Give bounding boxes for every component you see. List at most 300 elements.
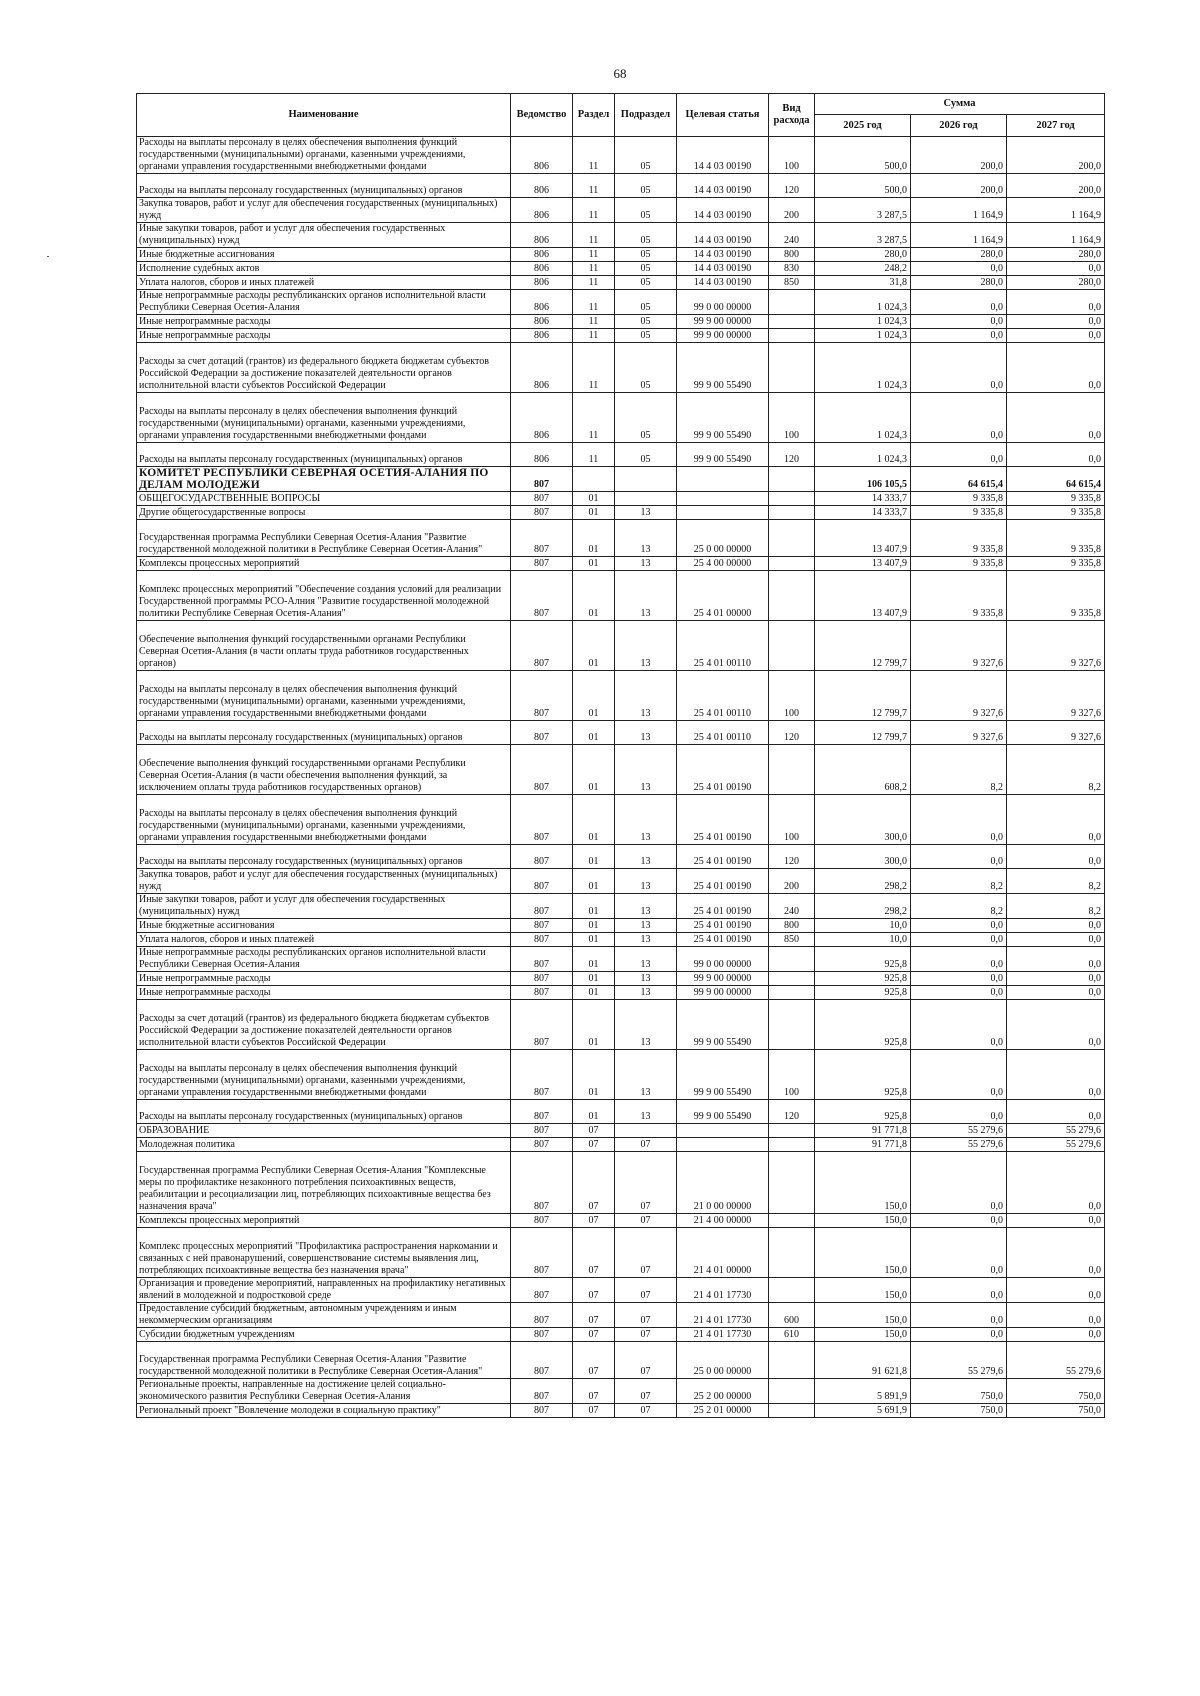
row-expense-type: 850 [769, 933, 815, 947]
row-section: 11 [573, 262, 615, 276]
row-amount-2026: 0,0 [911, 290, 1007, 315]
row-department: 806 [511, 343, 573, 393]
row-section: 07 [573, 1138, 615, 1152]
row-amount-2025: 12 799,7 [815, 721, 911, 745]
row-department: 806 [511, 174, 573, 198]
row-amount-2027: 0,0 [1007, 919, 1105, 933]
row-name: Закупка товаров, работ и услуг для обеспечения государственных (муниципальных) нужд [137, 869, 511, 894]
row-target-article: 25 4 00 00000 [677, 557, 769, 571]
table-row [137, 919, 1105, 933]
row-amount-2026: 200,0 [911, 137, 1007, 174]
row-target-article: 25 4 01 00190 [677, 869, 769, 894]
row-amount-2027: 0,0 [1007, 1228, 1105, 1278]
row-amount-2026: 9 327,6 [911, 621, 1007, 671]
row-target-article [677, 492, 769, 506]
row-amount-2027: 0,0 [1007, 1328, 1105, 1342]
row-section: 11 [573, 174, 615, 198]
row-name: Региональные проекты, направленные на достижение целей социально-экономического развития Республики Северная Осетия-Алания [137, 1379, 511, 1404]
row-expense-type: 800 [769, 919, 815, 933]
row-section: 01 [573, 571, 615, 621]
row-expense-type: 200 [769, 198, 815, 223]
row-subsection: 13 [615, 721, 677, 745]
row-amount-2026: 8,2 [911, 894, 1007, 919]
row-target-article: 25 4 01 00000 [677, 571, 769, 621]
row-amount-2025: 10,0 [815, 933, 911, 947]
row-section: 01 [573, 919, 615, 933]
row-amount-2025: 925,8 [815, 986, 911, 1000]
row-expense-type [769, 986, 815, 1000]
row-name: Расходы на выплаты персоналу государственных (муниципальных) органов [137, 443, 511, 467]
row-amount-2026: 750,0 [911, 1379, 1007, 1404]
table-row [137, 986, 1105, 1000]
row-subsection: 13 [615, 557, 677, 571]
row-section: 11 [573, 329, 615, 343]
row-section: 01 [573, 795, 615, 845]
row-section: 07 [573, 1379, 615, 1404]
row-amount-2027: 55 279,6 [1007, 1124, 1105, 1138]
row-department: 807 [511, 972, 573, 986]
row-amount-2027: 0,0 [1007, 262, 1105, 276]
row-name: Государственная программа Республики Северная Осетия-Алания "Развитие государственной молодежной политики в Республике Северная Осетия-Алания" [137, 520, 511, 557]
table-row [137, 1138, 1105, 1152]
table-body [137, 137, 1105, 1418]
row-amount-2027: 0,0 [1007, 1214, 1105, 1228]
row-target-article: 25 4 01 00190 [677, 894, 769, 919]
row-amount-2026: 55 279,6 [911, 1138, 1007, 1152]
table-row [137, 443, 1105, 467]
row-name: Расходы на выплаты персоналу в целях обеспечения выполнения функций государственными (муниципальными) органами, казенными учреждениями, органами управления государственными внебюджетными фондами [137, 795, 511, 845]
row-subsection: 13 [615, 1050, 677, 1100]
row-section: 07 [573, 1404, 615, 1418]
row-amount-2025: 925,8 [815, 947, 911, 972]
row-amount-2027: 0,0 [1007, 315, 1105, 329]
row-amount-2025: 5 891,9 [815, 1379, 911, 1404]
row-target-article: 99 9 00 00000 [677, 329, 769, 343]
row-expense-type: 120 [769, 174, 815, 198]
row-department: 807 [511, 1228, 573, 1278]
row-name: Расходы на выплаты персоналу государственных (муниципальных) органов [137, 174, 511, 198]
row-department: 807 [511, 1138, 573, 1152]
header-subsection: Подраздел [615, 94, 677, 137]
row-name: КОМИТЕТ РЕСПУБЛИКИ СЕВЕРНАЯ ОСЕТИЯ-АЛАНИЯ ПО ДЕЛАМ МОЛОДЕЖИ [137, 467, 511, 492]
row-name: Уплата налогов, сборов и иных платежей [137, 933, 511, 947]
table-row [137, 329, 1105, 343]
row-amount-2027: 750,0 [1007, 1404, 1105, 1418]
row-section: 01 [573, 972, 615, 986]
row-amount-2025: 925,8 [815, 1100, 911, 1124]
row-section: 01 [573, 845, 615, 869]
row-department: 806 [511, 248, 573, 262]
row-amount-2027: 1 164,9 [1007, 198, 1105, 223]
row-target-article: 14 4 03 00190 [677, 198, 769, 223]
row-amount-2026: 8,2 [911, 745, 1007, 795]
row-amount-2026: 0,0 [911, 262, 1007, 276]
row-amount-2026: 0,0 [911, 1152, 1007, 1214]
row-subsection: 13 [615, 571, 677, 621]
row-amount-2025: 13 407,9 [815, 571, 911, 621]
row-subsection: 13 [615, 894, 677, 919]
row-subsection: 05 [615, 290, 677, 315]
row-section: 01 [573, 1000, 615, 1050]
row-expense-type [769, 621, 815, 671]
table-row [137, 894, 1105, 919]
row-department: 807 [511, 571, 573, 621]
row-expense-type [769, 315, 815, 329]
row-expense-type: 120 [769, 845, 815, 869]
row-department: 807 [511, 671, 573, 721]
row-subsection: 05 [615, 223, 677, 248]
table-row [137, 571, 1105, 621]
row-name: Предоставление субсидий бюджетным, автономным учреждениям и иным некоммерческим организациям [137, 1303, 511, 1328]
row-amount-2026: 9 335,8 [911, 557, 1007, 571]
row-name: Обеспечение выполнения функций государственными органами Республики Северная Осетия-Алания (в части обеспечения выполнения функций, за исключением оплаты труда работников государственных органов) [137, 745, 511, 795]
row-name: Комплексы процессных мероприятий [137, 557, 511, 571]
row-expense-type: 120 [769, 721, 815, 745]
row-section: 01 [573, 621, 615, 671]
row-name: Расходы на выплаты персоналу в целях обеспечения выполнения функций государственными (муниципальными) органами, казенными учреждениями, органами управления государственными внебюджетными фондами [137, 671, 511, 721]
row-amount-2025: 1 024,3 [815, 329, 911, 343]
row-name: Комплексы процессных мероприятий [137, 1214, 511, 1228]
row-amount-2026: 0,0 [911, 1328, 1007, 1342]
row-amount-2027: 9 335,8 [1007, 492, 1105, 506]
table-row [137, 745, 1105, 795]
row-target-article: 99 9 00 55490 [677, 1100, 769, 1124]
row-subsection: 13 [615, 845, 677, 869]
row-department: 807 [511, 506, 573, 520]
row-expense-type: 100 [769, 795, 815, 845]
table-row [137, 174, 1105, 198]
table-row [137, 198, 1105, 223]
row-section: 01 [573, 1100, 615, 1124]
row-name: Расходы на выплаты персоналу государственных (муниципальных) органов [137, 721, 511, 745]
row-name: Обеспечение выполнения функций государственными органами Республики Северная Осетия-Алания (в части оплаты труда работников государственных органов) [137, 621, 511, 671]
row-subsection: 05 [615, 198, 677, 223]
row-amount-2027: 9 335,8 [1007, 557, 1105, 571]
row-amount-2025: 106 105,5 [815, 467, 911, 492]
row-amount-2027: 55 279,6 [1007, 1342, 1105, 1379]
row-name: Комплекс процессных мероприятий "Профилактика распространения наркомании и связанных с ней правонарушений, совершенствование системы выявления лиц, потребляющих психоактивные вещества без назначения врача" [137, 1228, 511, 1278]
row-section: 01 [573, 671, 615, 721]
row-subsection: 13 [615, 506, 677, 520]
row-department: 806 [511, 329, 573, 343]
header-target-article: Целевая статья [677, 94, 769, 137]
row-section: 11 [573, 276, 615, 290]
row-amount-2026: 1 164,9 [911, 223, 1007, 248]
table-row [137, 290, 1105, 315]
row-amount-2027: 8,2 [1007, 745, 1105, 795]
row-amount-2025: 925,8 [815, 972, 911, 986]
header-expense-type: Вид расхода [769, 94, 815, 137]
row-amount-2025: 13 407,9 [815, 557, 911, 571]
row-amount-2025: 91 621,8 [815, 1342, 911, 1379]
row-target-article: 14 4 03 00190 [677, 276, 769, 290]
row-expense-type: 830 [769, 262, 815, 276]
row-expense-type [769, 290, 815, 315]
row-amount-2027: 0,0 [1007, 1050, 1105, 1100]
row-amount-2025: 3 287,5 [815, 198, 911, 223]
row-target-article: 21 4 01 00000 [677, 1228, 769, 1278]
row-subsection [615, 1124, 677, 1138]
row-expense-type: 610 [769, 1328, 815, 1342]
row-subsection: 13 [615, 919, 677, 933]
row-target-article: 14 4 03 00190 [677, 137, 769, 174]
row-amount-2026: 0,0 [911, 1303, 1007, 1328]
row-section: 07 [573, 1303, 615, 1328]
row-amount-2026: 1 164,9 [911, 198, 1007, 223]
row-expense-type [769, 1152, 815, 1214]
row-expense-type [769, 947, 815, 972]
row-target-article: 99 9 00 55490 [677, 443, 769, 467]
row-amount-2026: 9 335,8 [911, 506, 1007, 520]
row-amount-2025: 150,0 [815, 1228, 911, 1278]
row-expense-type: 240 [769, 894, 815, 919]
row-subsection: 05 [615, 315, 677, 329]
row-expense-type [769, 1000, 815, 1050]
row-department: 807 [511, 1342, 573, 1379]
row-amount-2026: 0,0 [911, 919, 1007, 933]
row-department: 807 [511, 1000, 573, 1050]
row-amount-2027: 280,0 [1007, 248, 1105, 262]
row-section: 07 [573, 1124, 615, 1138]
row-subsection: 13 [615, 621, 677, 671]
row-name: Расходы на выплаты персоналу в целях обеспечения выполнения функций государственными (муниципальными) органами, казенными учреждениями, органами управления государственными внебюджетными фондами [137, 137, 511, 174]
row-amount-2025: 12 799,7 [815, 671, 911, 721]
row-amount-2027: 55 279,6 [1007, 1138, 1105, 1152]
row-amount-2026: 0,0 [911, 1000, 1007, 1050]
row-section: 11 [573, 443, 615, 467]
table-row [137, 393, 1105, 443]
table-row [137, 1278, 1105, 1303]
row-amount-2025: 91 771,8 [815, 1124, 911, 1138]
header-department: Ведомство [511, 94, 573, 137]
row-expense-type: 100 [769, 393, 815, 443]
row-subsection: 13 [615, 972, 677, 986]
row-section: 11 [573, 198, 615, 223]
row-target-article: 99 0 00 00000 [677, 290, 769, 315]
row-subsection: 05 [615, 343, 677, 393]
row-amount-2025: 14 333,7 [815, 492, 911, 506]
row-department: 807 [511, 1214, 573, 1228]
row-amount-2025: 300,0 [815, 845, 911, 869]
row-expense-type: 200 [769, 869, 815, 894]
row-name: Иные непрограммные расходы [137, 972, 511, 986]
row-department: 807 [511, 520, 573, 557]
row-target-article [677, 1138, 769, 1152]
row-subsection: 13 [615, 795, 677, 845]
row-expense-type [769, 467, 815, 492]
table-row [137, 1379, 1105, 1404]
row-amount-2025: 150,0 [815, 1152, 911, 1214]
row-subsection: 13 [615, 1000, 677, 1050]
row-department: 806 [511, 198, 573, 223]
row-subsection: 05 [615, 329, 677, 343]
row-name: ОБРАЗОВАНИЕ [137, 1124, 511, 1138]
table-header [137, 94, 1105, 137]
row-expense-type [769, 1124, 815, 1138]
table-row [137, 795, 1105, 845]
row-amount-2027: 9 327,6 [1007, 671, 1105, 721]
row-subsection: 13 [615, 986, 677, 1000]
header-year-2025: 2025 год [815, 115, 911, 137]
row-section: 07 [573, 1342, 615, 1379]
table-row [137, 506, 1105, 520]
row-section: 01 [573, 721, 615, 745]
row-expense-type [769, 520, 815, 557]
row-amount-2025: 925,8 [815, 1050, 911, 1100]
row-expense-type [769, 745, 815, 795]
row-amount-2027: 8,2 [1007, 869, 1105, 894]
row-amount-2026: 9 335,8 [911, 520, 1007, 557]
row-amount-2025: 500,0 [815, 137, 911, 174]
header-section: Раздел [573, 94, 615, 137]
row-target-article: 25 4 01 00110 [677, 721, 769, 745]
row-department: 806 [511, 223, 573, 248]
table-row [137, 671, 1105, 721]
row-amount-2025: 12 799,7 [815, 621, 911, 671]
row-name: Иные непрограммные расходы [137, 986, 511, 1000]
row-amount-2026: 9 327,6 [911, 721, 1007, 745]
table-row [137, 557, 1105, 571]
row-amount-2027: 0,0 [1007, 845, 1105, 869]
row-subsection: 07 [615, 1278, 677, 1303]
row-department: 807 [511, 492, 573, 506]
table-row [137, 1100, 1105, 1124]
row-amount-2026: 55 279,6 [911, 1342, 1007, 1379]
row-department: 807 [511, 986, 573, 1000]
row-amount-2026: 0,0 [911, 1228, 1007, 1278]
row-subsection: 13 [615, 869, 677, 894]
row-target-article: 99 9 00 55490 [677, 393, 769, 443]
row-subsection: 05 [615, 174, 677, 198]
table-row [137, 276, 1105, 290]
header-year-2026: 2026 год [911, 115, 1007, 137]
table-row [137, 933, 1105, 947]
row-amount-2027: 0,0 [1007, 795, 1105, 845]
table-row [137, 721, 1105, 745]
row-amount-2026: 0,0 [911, 1100, 1007, 1124]
row-subsection: 07 [615, 1214, 677, 1228]
row-amount-2026: 8,2 [911, 869, 1007, 894]
row-section: 11 [573, 393, 615, 443]
row-section: 01 [573, 986, 615, 1000]
row-name: ОБЩЕГОСУДАРСТВЕННЫЕ ВОПРОСЫ [137, 492, 511, 506]
row-target-article: 25 4 01 00190 [677, 933, 769, 947]
row-name: Иные непрограммные расходы [137, 329, 511, 343]
row-expense-type: 120 [769, 1100, 815, 1124]
row-target-article [677, 467, 769, 492]
row-amount-2026: 9 335,8 [911, 492, 1007, 506]
row-expense-type [769, 329, 815, 343]
row-amount-2026: 64 615,4 [911, 467, 1007, 492]
row-department: 807 [511, 1328, 573, 1342]
row-target-article: 99 9 00 55490 [677, 343, 769, 393]
row-amount-2025: 13 407,9 [815, 520, 911, 557]
table-row [137, 223, 1105, 248]
row-amount-2026: 0,0 [911, 1278, 1007, 1303]
row-name: Расходы на выплаты персоналу государственных (муниципальных) органов [137, 1100, 511, 1124]
row-expense-type: 100 [769, 671, 815, 721]
row-amount-2026: 55 279,6 [911, 1124, 1007, 1138]
row-department: 806 [511, 137, 573, 174]
row-department: 807 [511, 933, 573, 947]
row-expense-type [769, 1278, 815, 1303]
row-amount-2025: 10,0 [815, 919, 911, 933]
row-name: Государственная программа Республики Северная Осетия-Алания "Комплексные меры по профилактике незаконного потребления психоактивных веществ, реабилитации и ресоциализации лиц, потребляющих психоактивные вещества без назначения врача" [137, 1152, 511, 1214]
row-expense-type: 240 [769, 223, 815, 248]
row-target-article: 25 2 01 00000 [677, 1404, 769, 1418]
row-amount-2027: 200,0 [1007, 137, 1105, 174]
table-row [137, 520, 1105, 557]
row-expense-type: 600 [769, 1303, 815, 1328]
margin-mark [47, 256, 49, 257]
row-amount-2026: 0,0 [911, 1214, 1007, 1228]
row-section: 11 [573, 290, 615, 315]
row-target-article: 99 9 00 55490 [677, 1000, 769, 1050]
row-expense-type [769, 972, 815, 986]
row-department: 807 [511, 467, 573, 492]
row-subsection: 13 [615, 947, 677, 972]
row-amount-2026: 0,0 [911, 845, 1007, 869]
row-amount-2027: 9 335,8 [1007, 520, 1105, 557]
row-target-article: 99 9 00 00000 [677, 986, 769, 1000]
table-row [137, 1328, 1105, 1342]
row-name: Государственная программа Республики Северная Осетия-Алания "Развитие государственной молодежной политики в Республике Северная Осетия-Алания" [137, 1342, 511, 1379]
row-name: Иные бюджетные ассигнования [137, 248, 511, 262]
row-section: 07 [573, 1214, 615, 1228]
row-section: 01 [573, 894, 615, 919]
row-department: 807 [511, 745, 573, 795]
row-name: Расходы за счет дотаций (грантов) из федерального бюджета бюджетам субъектов Российской Федерации за достижение показателей деятельности органов исполнительной власти субъектов Российской Федерации [137, 343, 511, 393]
row-department: 807 [511, 557, 573, 571]
row-amount-2025: 1 024,3 [815, 393, 911, 443]
row-department: 806 [511, 276, 573, 290]
row-expense-type [769, 492, 815, 506]
row-expense-type: 100 [769, 137, 815, 174]
row-target-article: 14 4 03 00190 [677, 262, 769, 276]
row-amount-2025: 150,0 [815, 1328, 911, 1342]
row-section: 11 [573, 343, 615, 393]
row-amount-2027: 9 327,6 [1007, 621, 1105, 671]
row-amount-2026: 0,0 [911, 1050, 1007, 1100]
row-section [573, 467, 615, 492]
table-row [137, 1214, 1105, 1228]
row-name: Расходы на выплаты персоналу в целях обеспечения выполнения функций государственными (муниципальными) органами, казенными учреждениями, органами управления государственными внебюджетными фондами [137, 1050, 511, 1100]
row-amount-2025: 31,8 [815, 276, 911, 290]
row-expense-type [769, 1228, 815, 1278]
row-amount-2025: 1 024,3 [815, 290, 911, 315]
row-amount-2027: 1 164,9 [1007, 223, 1105, 248]
row-amount-2025: 500,0 [815, 174, 911, 198]
row-amount-2025: 280,0 [815, 248, 911, 262]
row-amount-2025: 5 691,9 [815, 1404, 911, 1418]
row-amount-2026: 280,0 [911, 248, 1007, 262]
row-expense-type [769, 343, 815, 393]
row-amount-2026: 0,0 [911, 947, 1007, 972]
row-subsection: 05 [615, 262, 677, 276]
row-subsection [615, 467, 677, 492]
row-department: 807 [511, 795, 573, 845]
row-target-article: 25 4 01 00190 [677, 845, 769, 869]
row-expense-type [769, 1404, 815, 1418]
row-subsection: 07 [615, 1228, 677, 1278]
row-target-article: 14 4 03 00190 [677, 174, 769, 198]
row-target-article: 25 4 01 00190 [677, 745, 769, 795]
row-amount-2025: 925,8 [815, 1000, 911, 1050]
table-row [137, 1000, 1105, 1050]
row-amount-2027: 0,0 [1007, 1100, 1105, 1124]
row-name: Организация и проведение мероприятий, направленных на профилактику негативных явлений в молодежной и подростковой среде [137, 1278, 511, 1303]
row-amount-2026: 9 327,6 [911, 671, 1007, 721]
